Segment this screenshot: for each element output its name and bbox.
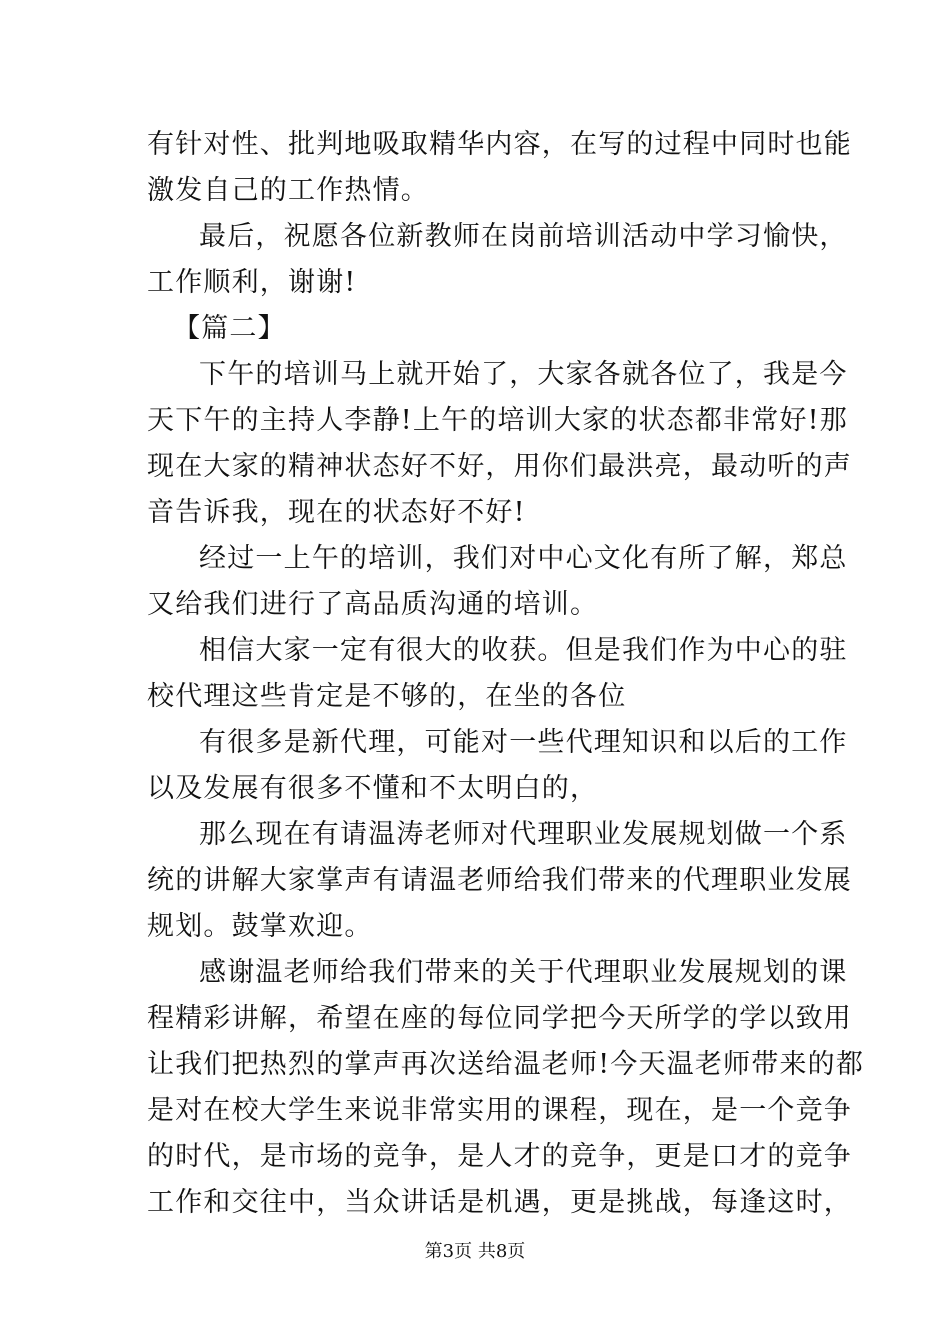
- text-line: 音告诉我，现在的状态好不好!: [147, 497, 526, 528]
- text-line: 是对在校大学生来说非常实用的课程，现在，是一个竞争: [147, 1095, 852, 1126]
- text-line: 感谢温老师给我们带来的关于代理职业发展规划的课: [199, 957, 848, 988]
- text-line: 下午的培训马上就开始了，大家各就各位了，我是今: [199, 359, 848, 390]
- text-line: 统的讲解大家掌声有请温老师给我们带来的代理职业发展: [147, 865, 852, 896]
- section-heading: 【篇二】: [173, 313, 286, 344]
- text-line: 现在大家的精神状态好不好，用你们最洪亮，最动听的声: [147, 451, 852, 482]
- text-line: 经过一上午的培训，我们对中心文化有所了解，郑总: [199, 543, 848, 574]
- text-line: 让我们把热烈的掌声再次送给温老师!今天温老师带来的都: [147, 1049, 865, 1080]
- text-line: 那么现在有请温涛老师对代理职业发展规划做一个系: [199, 819, 848, 850]
- text-line: 校代理这些肯定是不够的，在坐的各位: [147, 681, 627, 712]
- text-line: 又给我们进行了高品质沟通的培训。: [147, 589, 599, 620]
- text-line: 以及发展有很多不懂和不太明白的，: [147, 773, 599, 804]
- text-line: 激发自己的工作热情。: [147, 175, 429, 206]
- text-line: 工作和交往中，当众讲话是机遇，更是挑战，每逢这时，: [147, 1187, 852, 1218]
- text-line: 的时代，是市场的竞争，是人才的竞争，更是口才的竞争: [147, 1141, 852, 1172]
- text-line: 程精彩讲解，希望在座的每位同学把今天所学的学以致用: [147, 1003, 852, 1034]
- text-line: 最后，祝愿各位新教师在岗前培训活动中学习愉快，: [199, 221, 848, 252]
- text-line: 有很多是新代理，可能对一些代理知识和以后的工作: [199, 727, 848, 758]
- text-line: 相信大家一定有很大的收获。但是我们作为中心的驻: [199, 635, 848, 666]
- text-line: 规划。鼓掌欢迎。: [147, 911, 373, 942]
- text-line: 有针对性、批判地吸取精华内容，在写的过程中同时也能: [147, 129, 852, 160]
- text-line: 工作顺利，谢谢!: [147, 267, 357, 298]
- page-footer: 第3页 共8页: [424, 1241, 526, 1262]
- document-body: [147, 122, 865, 1226]
- text-line: 天下午的主持人李静!上午的培训大家的状态都非常好!那: [147, 405, 848, 436]
